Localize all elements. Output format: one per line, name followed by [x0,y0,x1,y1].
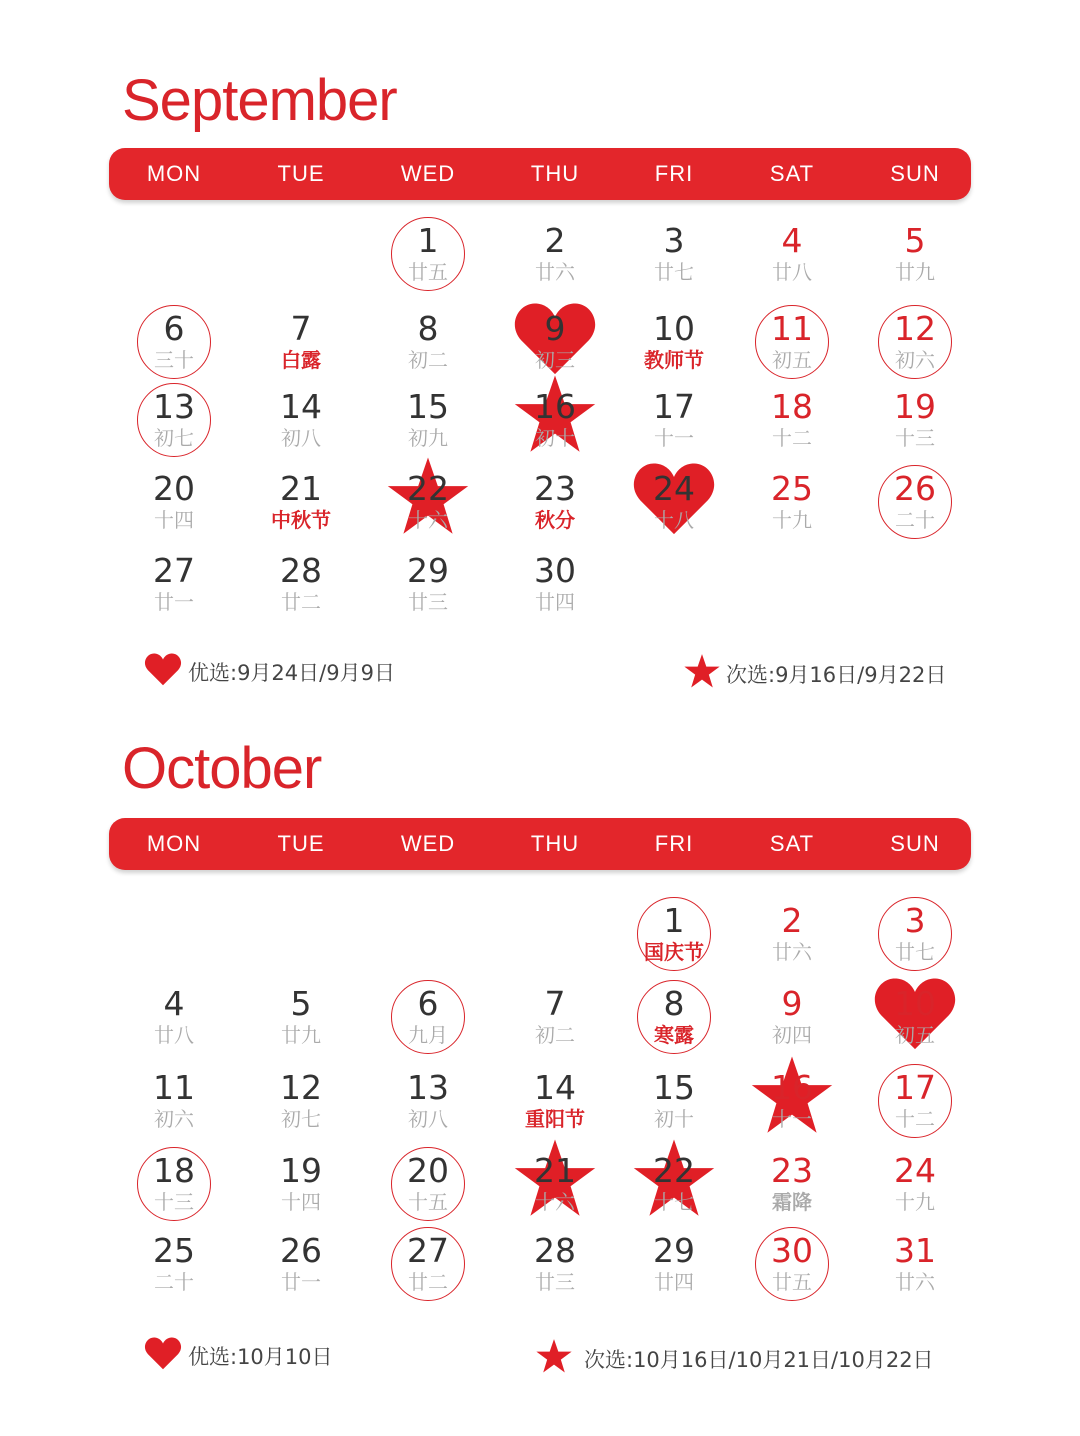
day-cell[interactable] [114,378,234,458]
month-title: September [122,68,397,133]
lunar-date: 十九 [895,1190,935,1214]
day-cell[interactable] [368,378,488,458]
day-number: 19 [280,1151,322,1190]
lunar-date: 初五 [895,1023,935,1047]
day-cell[interactable] [368,460,488,540]
lunar-date: 初十 [654,1107,694,1131]
lunar-date: 廿三 [535,1270,575,1294]
day-cell[interactable] [241,1142,361,1222]
lunar-date: 廿一 [154,590,194,614]
day-number: 11 [153,1068,195,1107]
lunar-date: 寒露 [654,1023,694,1047]
lunar-date: 廿九 [281,1023,321,1047]
day-number: 10 [894,984,936,1023]
weekday-wed: WED [400,161,456,186]
legend-secondary-text: 次选:9月16日/9月22日 [726,662,947,687]
lunar-date: 初七 [154,426,194,450]
day-cell[interactable] [732,300,852,380]
lunar-date: 廿六 [895,1270,935,1294]
day-cell[interactable] [241,542,361,622]
lunar-date: 十一 [772,1107,812,1131]
day-number: 25 [771,469,813,508]
day-cell[interactable] [732,892,852,972]
day-cell[interactable] [368,542,488,622]
lunar-date: 初五 [772,348,812,372]
day-number: 1 [663,901,685,940]
day-cell[interactable] [732,975,852,1055]
day-cell[interactable] [368,1222,488,1302]
day-cell[interactable] [114,975,234,1055]
day-cell[interactable] [368,212,488,292]
day-number: 22 [407,469,449,508]
day-number: 13 [153,387,195,426]
day-cell[interactable] [614,460,734,540]
lunar-date: 十二 [772,426,812,450]
lunar-date: 十六 [535,1190,575,1214]
lunar-date: 九月 [408,1023,448,1047]
weekday-sat: SAT [769,161,815,186]
lunar-date: 廿五 [772,1270,812,1294]
day-number: 6 [417,984,439,1023]
day-cell[interactable] [114,1059,234,1139]
day-number: 15 [407,387,449,426]
day-number: 21 [280,469,322,508]
weekday-thu: THU [530,831,580,856]
lunar-date: 初四 [772,1023,812,1047]
day-cell[interactable] [114,542,234,622]
day-cell[interactable] [855,460,975,540]
day-number: 8 [663,984,685,1023]
weekday-thu: THU [530,161,580,186]
lunar-date: 重阳节 [525,1107,585,1131]
lunar-date: 国庆节 [644,940,704,964]
day-number: 17 [894,1068,936,1107]
day-number: 28 [280,551,322,590]
day-cell[interactable] [614,300,734,380]
lunar-date: 十四 [281,1190,321,1214]
legend-preferred-text: 优选:9月24日/9月9日 [188,660,395,685]
day-cell[interactable] [241,378,361,458]
day-number: 1 [417,221,439,260]
weekday-sat: SAT [769,831,815,856]
day-cell[interactable] [114,1142,234,1222]
lunar-date: 初十 [535,426,575,450]
day-number: 2 [781,901,803,940]
lunar-date: 廿三 [408,590,448,614]
day-cell[interactable] [614,892,734,972]
day-cell[interactable] [495,1222,615,1302]
lunar-date: 廿八 [154,1023,194,1047]
day-number: 14 [280,387,322,426]
lunar-date: 廿六 [535,260,575,284]
legend-preferred [144,652,395,691]
day-cell[interactable] [732,378,852,458]
day-number: 24 [894,1151,936,1190]
day-cell[interactable] [732,212,852,292]
day-cell[interactable] [732,1142,852,1222]
day-cell[interactable] [241,460,361,540]
day-cell[interactable] [732,1222,852,1302]
day-number: 4 [163,984,185,1023]
day-number: 4 [781,221,803,260]
day-number: 3 [904,901,926,940]
weekday-wed: WED [400,831,456,856]
day-number: 27 [153,551,195,590]
day-number: 11 [771,309,813,348]
day-number: 7 [290,309,312,348]
lunar-date: 教师节 [644,348,704,372]
lunar-date: 十三 [154,1190,194,1214]
day-number: 5 [904,221,926,260]
day-cell[interactable] [614,1222,734,1302]
day-number: 5 [290,984,312,1023]
legend-secondary-text: 次选:10月16日/10月21日/10月22日 [584,1347,934,1372]
lunar-date: 初九 [408,426,448,450]
day-number: 3 [663,221,685,260]
lunar-date: 初三 [535,348,575,372]
legend-preferred [144,1336,333,1375]
day-number: 18 [771,387,813,426]
lunar-date: 初六 [895,348,935,372]
day-cell[interactable] [855,300,975,380]
lunar-date: 廿七 [654,260,694,284]
day-cell[interactable] [241,300,361,380]
lunar-date: 秋分 [535,508,575,532]
lunar-date: 初二 [535,1023,575,1047]
day-number: 12 [894,309,936,348]
star-icon [684,653,726,694]
day-cell[interactable] [241,1222,361,1302]
heart-icon [144,1336,188,1375]
lunar-date: 廿八 [772,260,812,284]
day-cell[interactable] [368,300,488,380]
weekday-fri: FRI [654,831,694,856]
weekday-mon: MON [146,831,202,856]
day-number: 14 [534,1068,576,1107]
day-cell[interactable] [614,1142,734,1222]
lunar-date: 十七 [654,1190,694,1214]
day-number: 29 [653,1231,695,1270]
lunar-date: 十八 [654,508,694,532]
lunar-date: 初七 [281,1107,321,1131]
lunar-date: 廿五 [408,260,448,284]
day-cell[interactable] [368,1142,488,1222]
day-number: 25 [153,1231,195,1270]
day-number: 10 [653,309,695,348]
lunar-date: 初二 [408,348,448,372]
day-number: 20 [407,1151,449,1190]
day-cell[interactable] [495,378,615,458]
lunar-date: 廿四 [535,590,575,614]
day-cell[interactable] [495,542,615,622]
day-number: 15 [653,1068,695,1107]
day-cell[interactable] [732,1059,852,1139]
day-number: 8 [417,309,439,348]
lunar-date: 廿四 [654,1270,694,1294]
lunar-date: 十九 [772,508,812,532]
day-number: 23 [534,469,576,508]
weekday-tue: TUE [277,831,325,856]
day-number: 12 [280,1068,322,1107]
lunar-date: 廿七 [895,940,935,964]
lunar-date: 霜降 [772,1190,812,1214]
day-cell[interactable] [855,1222,975,1302]
day-number: 24 [653,469,695,508]
day-cell[interactable] [495,212,615,292]
day-cell[interactable] [855,378,975,458]
day-cell[interactable] [614,1059,734,1139]
legend-preferred-text: 优选:10月10日 [188,1344,333,1369]
day-cell[interactable] [114,1222,234,1302]
day-number: 17 [653,387,695,426]
weekday-header-bar [109,148,971,200]
weekday-sun: SUN [890,831,940,856]
lunar-date: 十一 [654,426,694,450]
day-number: 27 [407,1231,449,1270]
lunar-date: 廿九 [895,260,935,284]
lunar-date: 十五 [408,1190,448,1214]
lunar-date: 廿一 [281,1270,321,1294]
day-cell[interactable] [495,460,615,540]
day-number: 26 [280,1231,322,1270]
day-cell[interactable] [855,212,975,292]
day-number: 13 [407,1068,449,1107]
day-number: 6 [163,309,185,348]
heart-icon [144,652,188,691]
day-number: 21 [534,1151,576,1190]
lunar-date: 三十 [154,348,194,372]
day-cell[interactable] [614,378,734,458]
day-cell[interactable] [732,460,852,540]
month-title: October [122,736,322,801]
day-cell[interactable] [368,1059,488,1139]
day-number: 28 [534,1231,576,1270]
lunar-date: 初八 [408,1107,448,1131]
day-number: 9 [544,309,566,348]
day-number: 23 [771,1151,813,1190]
day-number: 20 [153,469,195,508]
day-cell[interactable] [241,975,361,1055]
day-number: 18 [153,1151,195,1190]
lunar-date: 十六 [408,508,448,532]
day-number: 30 [534,551,576,590]
lunar-date: 白露 [281,348,321,372]
day-number: 31 [894,1231,936,1270]
star-icon [536,1338,578,1379]
weekday-tue: TUE [277,161,325,186]
day-cell[interactable] [114,300,234,380]
weekday-mon: MON [146,161,202,186]
lunar-date: 二十 [154,1270,194,1294]
lunar-date: 二十 [895,508,935,532]
day-number: 19 [894,387,936,426]
weekday-sun: SUN [890,161,940,186]
day-cell[interactable] [855,1142,975,1222]
day-number: 22 [653,1151,695,1190]
day-cell[interactable] [855,892,975,972]
day-cell[interactable] [495,1142,615,1222]
day-cell[interactable] [241,1059,361,1139]
weekday-fri: FRI [654,161,694,186]
lunar-date: 十二 [895,1107,935,1131]
day-number: 7 [544,984,566,1023]
day-cell[interactable] [614,212,734,292]
weekday-header-bar [109,818,971,870]
lunar-date: 初八 [281,426,321,450]
day-cell[interactable] [368,975,488,1055]
day-number: 16 [534,387,576,426]
lunar-date: 中秋节 [271,508,331,532]
day-number: 9 [781,984,803,1023]
day-number: 30 [771,1231,813,1270]
day-cell[interactable] [495,300,615,380]
legend-secondary [684,653,946,694]
legend-secondary [536,1338,934,1379]
day-cell[interactable] [495,975,615,1055]
day-cell[interactable] [855,1059,975,1139]
day-number: 26 [894,469,936,508]
lunar-date: 初六 [154,1107,194,1131]
day-cell[interactable] [114,460,234,540]
lunar-date: 十四 [154,508,194,532]
lunar-date: 廿二 [408,1270,448,1294]
day-number: 29 [407,551,449,590]
day-number: 16 [771,1068,813,1107]
lunar-date: 廿二 [281,590,321,614]
lunar-date: 十三 [895,426,935,450]
day-number: 2 [544,221,566,260]
day-cell[interactable] [855,975,975,1055]
lunar-date: 廿六 [772,940,812,964]
day-cell[interactable] [614,975,734,1055]
day-cell[interactable] [495,1059,615,1139]
